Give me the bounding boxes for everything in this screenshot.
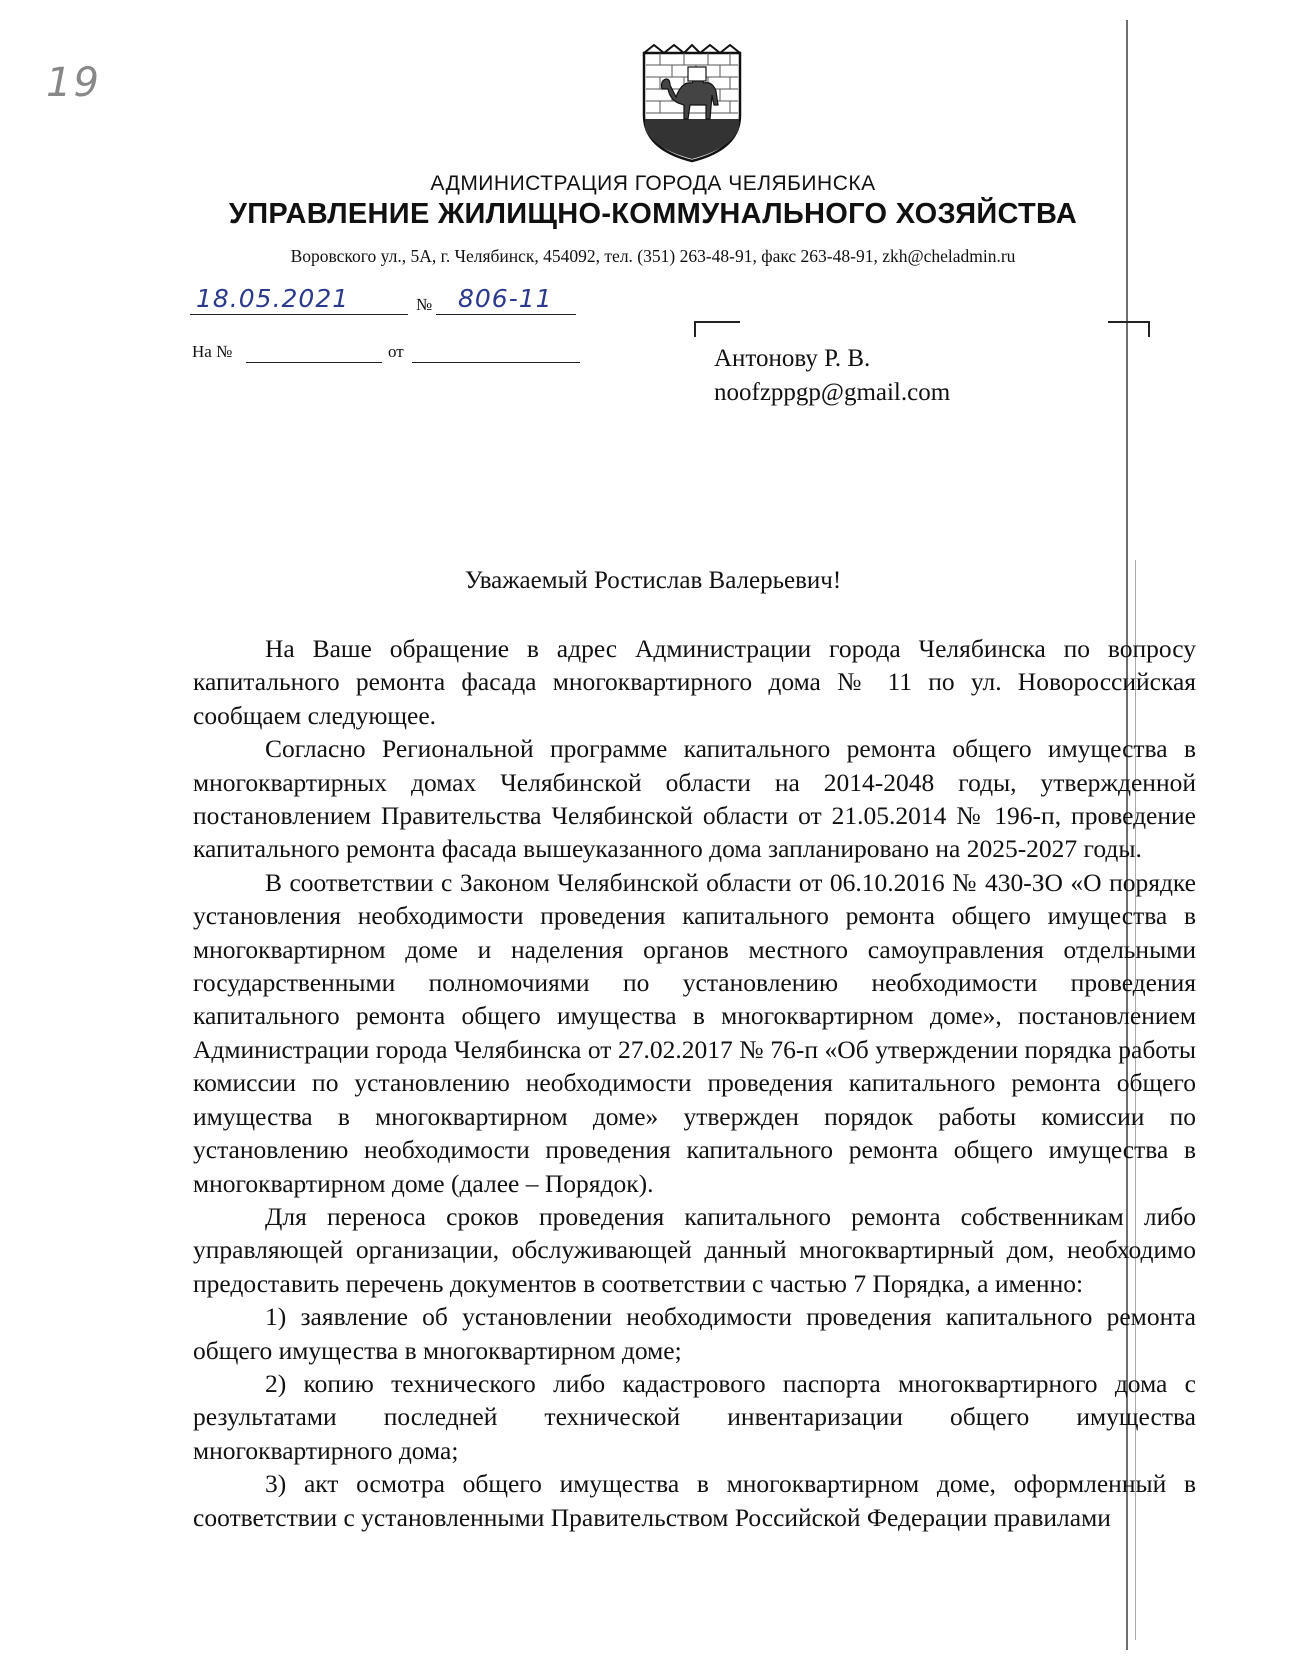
list-item: 3) акт осмотра общего имущества в многоквартирном доме, оформленный в соответствии с установленными Правительством Российской Федерации правилами [193,1469,1196,1532]
reference-date-line [412,362,580,363]
list-item: 1) заявление об установлении необходимости проведения капитального ремонта общего имущества в многоквартирном доме; [193,1302,1196,1365]
paragraph: Для переноса сроков проведения капитального ремонта собственникам либо управляющей организации, обслуживающей данный многоквартирный дом, необходимо предоставить перечень документов в соответствии с частью 7 Порядка, а именно: [193,1201,1196,1298]
registration-number: 806-11 [458,284,553,313]
letter-body [193,632,1196,1532]
number-underline [436,314,576,315]
parent-organization: АДМИНИСТРАЦИЯ ГОРОДА ЧЕЛЯБИНСКА [430,172,876,195]
paragraph: Согласно Региональной программе капитального ремонта общего имущества в многоквартирных домах Челябинской области на 2014-2048 годы, утвержденной постановлением Правительства Челябинской области от 21.05.2014 № 196-п, проведение капитального ремонта фасада вышеуказанного дома запланировано на 2025-2027 годы. [193,734,1196,864]
paragraph: На Ваше обращение в адрес Администрации города Челябинска по вопросу капитального ремонта фасада многоквартирного дома № 11 по ул. Новороссийская сообщаем следующее. [193,634,1196,730]
organization-name: УПРАВЛЕНИЕ ЖИЛИЩНО-КОММУНАЛЬНОГО ХОЗЯЙСТВА [228,198,1078,230]
reference-date-label: от [388,342,404,361]
paragraph: В соответствии с Законом Челябинской области от 06.10.2016 № 430-ЗО «О порядке установления необходимости проведения капитального ремонта общего имущества в многоквартирном доме и наделения органов местного самоуправления отдельными государственными полномочиями по установлению необходимости проведения капитального ремонта общего имущества в многоквартирном доме», постановлением Администрации города Челябинска от 27.02.2017 № 76-п «Об утверждении порядка работы комиссии по установлению необходимости проведения капитального ремонта общего имущества в многоквартирном доме» утвержден порядок работы комиссии по установлению необходимости проведения капитального ремонта общего имущества в многоквартирном доме (далее – Порядок). [193,867,1196,1198]
date-underline [190,314,408,315]
handwritten-page-number: 19 [46,60,101,106]
address-bracket-left [694,321,740,337]
recipient-email: noofzppgp@gmail.com [714,379,951,406]
salutation: Уважаемый Ростислав Валерьевич! [464,567,842,594]
reference-number-line [246,362,382,363]
organization-contacts: Воровского ул., 5А, г. Челябинск, 454092, тел. (351) 263-48-91, факс 263-48-91, zkh@cheladmin.ru [290,246,1016,266]
registration-date: 18.05.2021 [196,284,350,313]
recipient-block [714,342,950,410]
coat-of-arms-icon [640,45,744,163]
recipient-name: Антонову Р. В. [714,345,871,372]
address-bracket-right [1108,321,1150,337]
reference-number-label: На № [192,342,233,361]
number-label: № [416,295,433,314]
list-item: 2) копию технического либо кадастрового паспорта многоквартирного дома с результатами последней технической инвентаризации общего имущества многоквартирного дома; [193,1368,1196,1465]
